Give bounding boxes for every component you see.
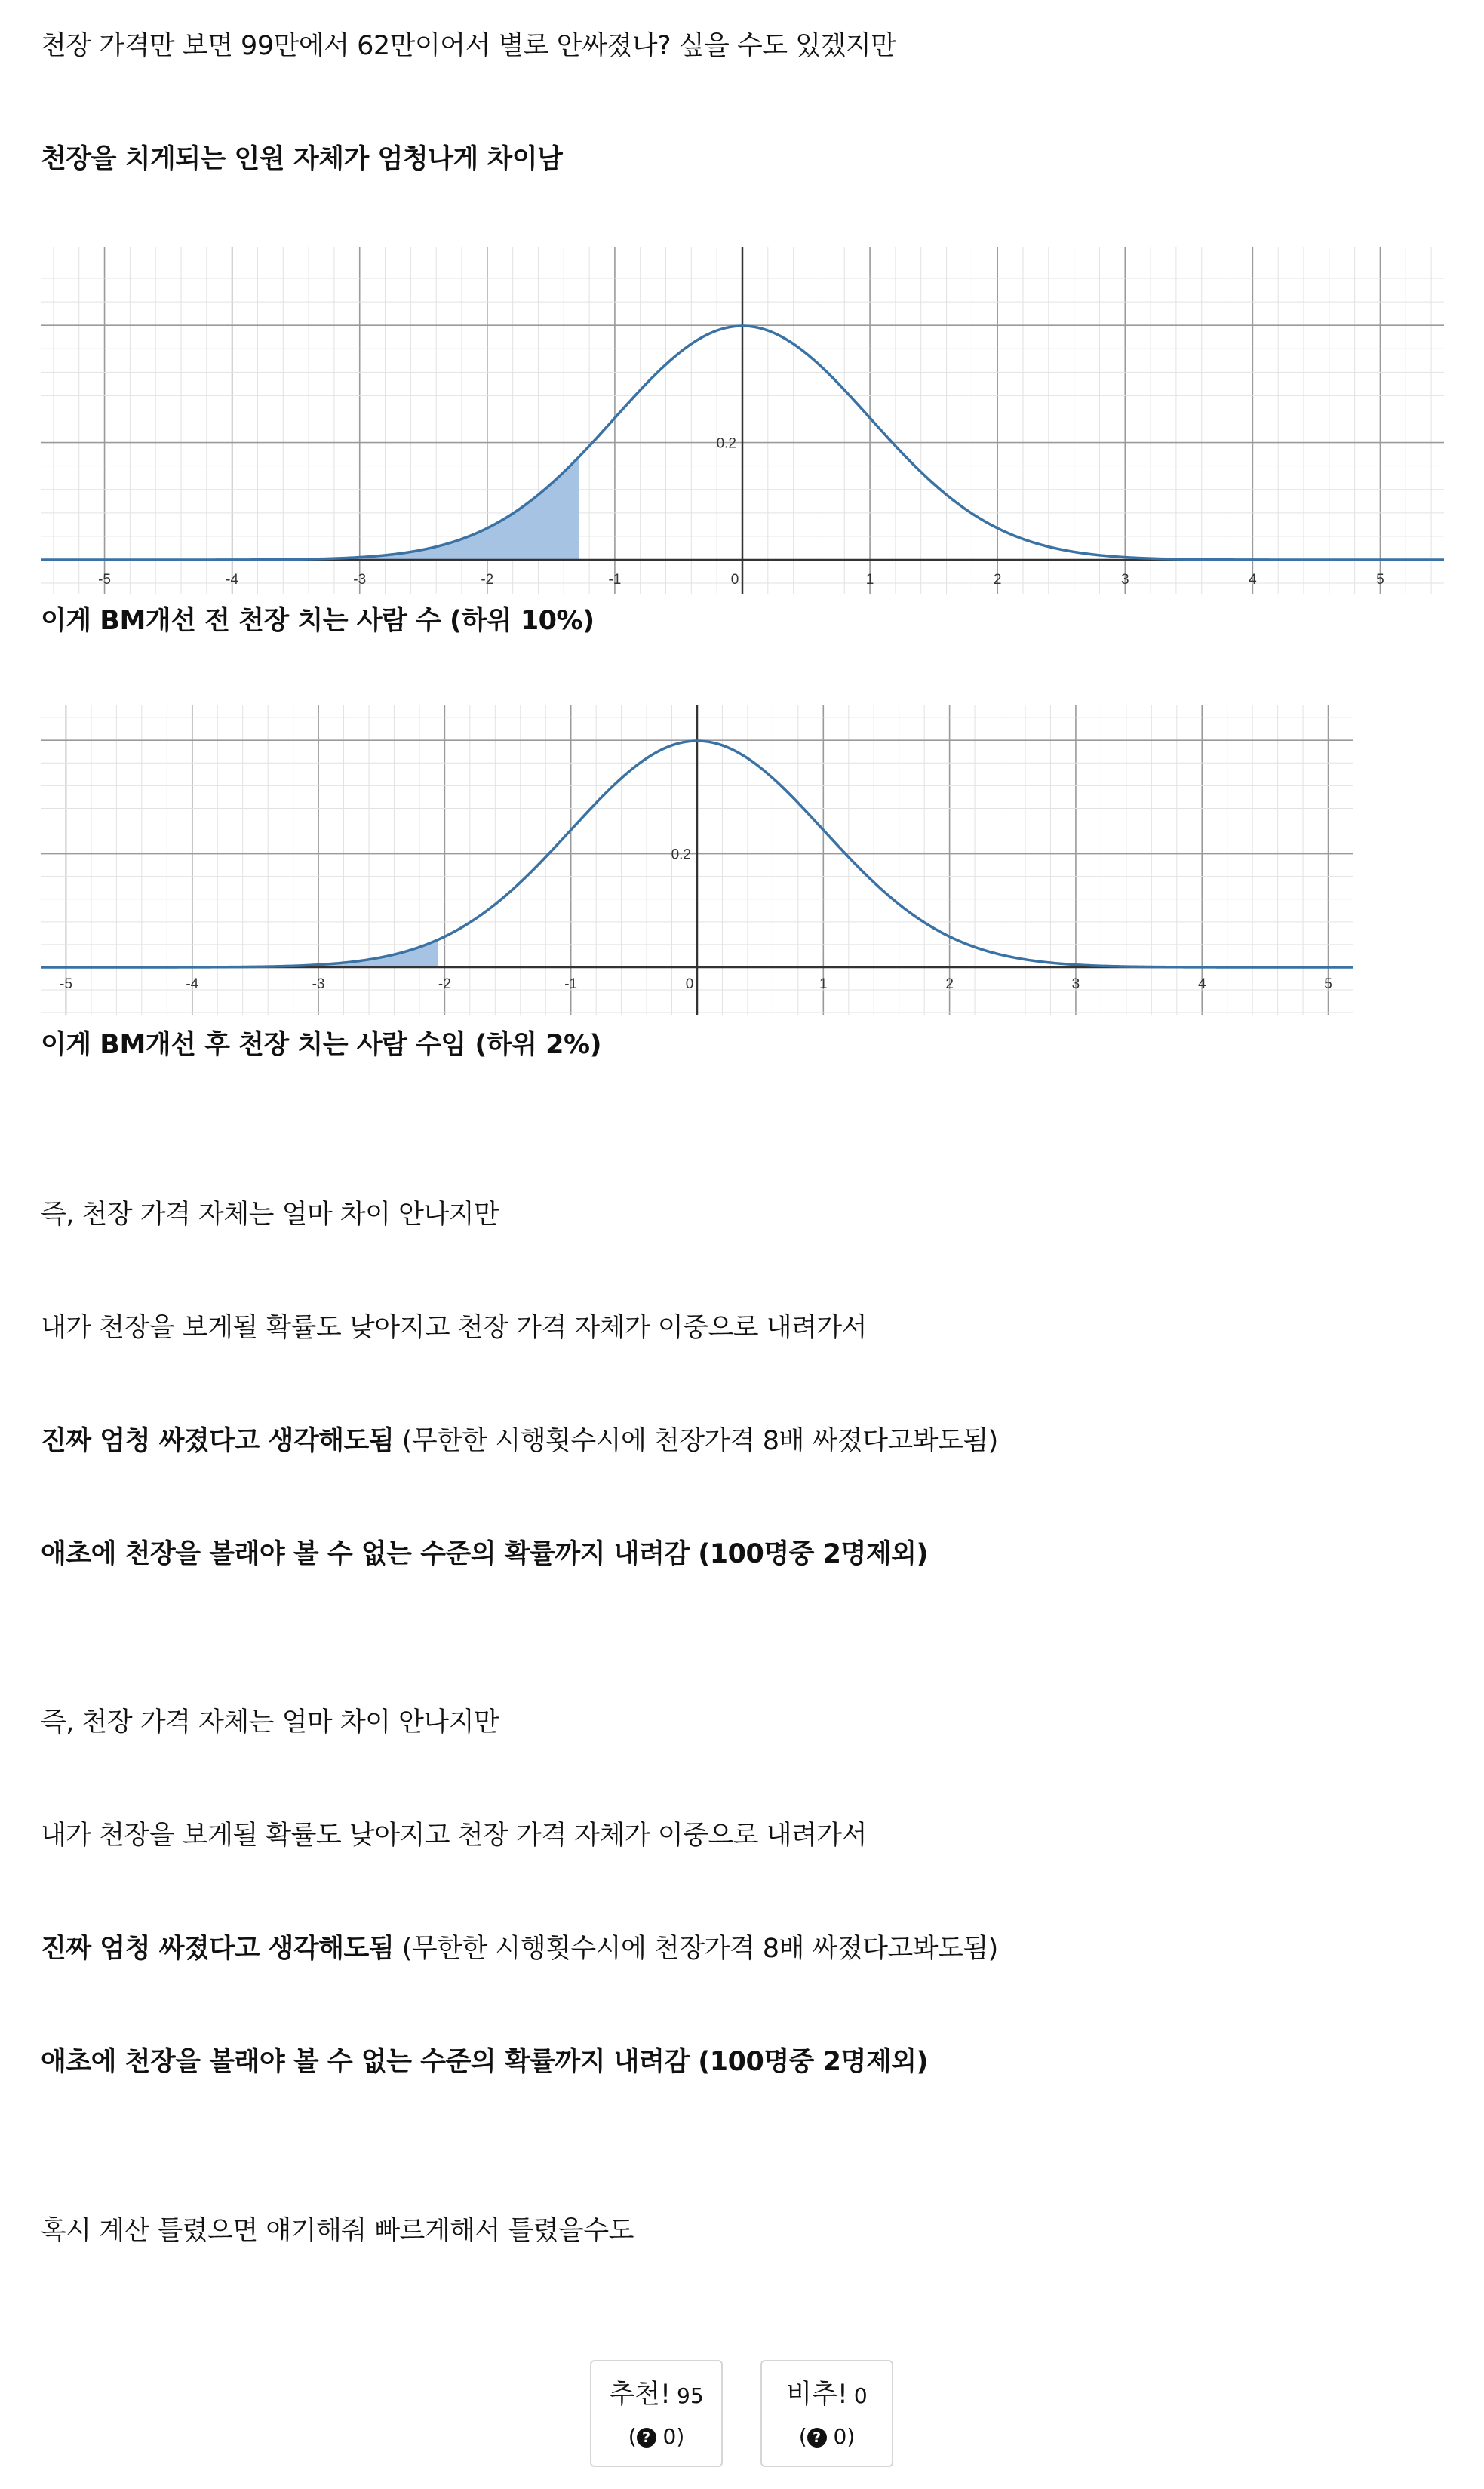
x-tick-label: 2 (993, 572, 1002, 588)
recommend-button[interactable] (590, 2360, 723, 2467)
not-recommend-count: 0 (853, 2383, 868, 2408)
x-tick-label: -2 (438, 976, 451, 992)
block-b-line-3 (41, 1930, 998, 1968)
x-tick-label: 0 (685, 976, 694, 992)
caption-after: 이게 BM개선 후 천장 치는 사람 수임 (하위 2%) (41, 1030, 602, 1060)
y-tick-label: 0.2 (716, 435, 736, 452)
x-tick-label: -5 (60, 976, 72, 992)
post-line-1: 천장 가격만 보면 99만에서 62만이어서 별로 안싸졌나? 싶을 수도 있겠지만 (41, 31, 896, 61)
x-tick-label: -4 (226, 572, 239, 588)
recommend-sub-count: 0 (662, 2424, 677, 2449)
block-b-line-3-bold: 진짜 엄청 싸졌다고 생각해도됨 (41, 1934, 395, 1964)
not-recommend-sub-count: 0 (833, 2424, 847, 2449)
block-a-line-3 (41, 1422, 998, 1460)
caption-before: 이게 BM개선 전 천장 치는 사람 수 (하위 10%) (41, 606, 595, 636)
block-b-line-2: 내가 천장을 보게될 확률도 낮아지고 천장 가격 자체가 이중으로 내려가서 (41, 1821, 867, 1851)
x-tick-label: -1 (564, 976, 578, 992)
recommend-count: 95 (677, 2383, 704, 2408)
not-recommend-sub-open: ( (798, 2424, 807, 2449)
x-tick-label: 3 (1071, 976, 1080, 992)
x-tick-label: 5 (1376, 572, 1384, 588)
x-tick-label: -4 (186, 976, 199, 992)
block-a-line-3-bold: 진짜 엄청 싸졌다고 생각해도됨 (41, 1426, 395, 1456)
post-last-line: 혹시 계산 틀렸으면 얘기해줘 빠르게해서 틀렸을수도 (41, 2216, 634, 2246)
recommend-sub-row (591, 2423, 721, 2451)
block-b-line-1: 즉, 천장 가격 자체는 얼마 차이 안나지만 (41, 1707, 499, 1738)
x-tick-label: 4 (1197, 976, 1206, 992)
normal-distribution-chart-before (41, 243, 1444, 598)
question-circle-icon: ? (637, 2428, 656, 2448)
not-recommend-label-row (762, 2380, 892, 2411)
x-tick-label: 3 (1120, 572, 1129, 588)
x-tick-label: -2 (481, 572, 494, 588)
recommend-sub-close: ) (676, 2424, 685, 2449)
x-tick-label: 2 (945, 976, 954, 992)
block-a-line-1: 즉, 천장 가격 자체는 얼마 차이 안나지만 (41, 1200, 499, 1230)
x-tick-label: -3 (312, 976, 325, 992)
normal-distribution-chart-after (41, 702, 1353, 1019)
x-tick-label: 4 (1249, 572, 1257, 588)
x-tick-label: 5 (1324, 976, 1332, 992)
x-tick-label: 1 (865, 572, 874, 588)
x-tick-label: -1 (608, 572, 622, 588)
x-tick-label: 1 (819, 976, 828, 992)
not-recommend-sub-row (762, 2423, 892, 2451)
y-tick-label: 0.2 (671, 847, 691, 863)
recommend-label: 추천! (609, 2380, 671, 2410)
question-circle-icon: ? (807, 2428, 827, 2448)
not-recommend-sub-close: ) (846, 2424, 856, 2449)
shaded-tail-area (41, 456, 579, 560)
post-line-2: 천장을 치게되는 인원 자체가 엄청나게 차이남 (41, 144, 563, 174)
not-recommend-button[interactable] (760, 2360, 893, 2467)
x-tick-label: -3 (353, 572, 367, 588)
x-tick-label: 0 (730, 572, 739, 588)
block-b-line-4: 애초에 천장을 볼래야 볼 수 없는 수준의 확률까지 내려감 (100명중 2명제외) (41, 2047, 928, 2077)
x-tick-label: -5 (98, 572, 111, 588)
chart-after-svg (41, 702, 1353, 1019)
recommend-label-row (591, 2380, 721, 2411)
block-a-line-3-rest: (무한한 시행횟수시에 천장가격 8배 싸졌다고봐도됨) (394, 1426, 998, 1456)
block-a-line-4: 애초에 천장을 볼래야 볼 수 없는 수준의 확률까지 내려감 (100명중 2명제외) (41, 1539, 928, 1569)
chart-before-svg (41, 243, 1444, 598)
block-b-line-3-rest: (무한한 시행횟수시에 천장가격 8배 싸졌다고봐도됨) (394, 1934, 998, 1964)
block-a-line-2: 내가 천장을 보게될 확률도 낮아지고 천장 가격 자체가 이중으로 내려가서 (41, 1313, 867, 1343)
not-recommend-label: 비추! (786, 2380, 848, 2410)
shaded-tail-area (41, 939, 438, 967)
recommend-sub-open: ( (628, 2424, 637, 2449)
